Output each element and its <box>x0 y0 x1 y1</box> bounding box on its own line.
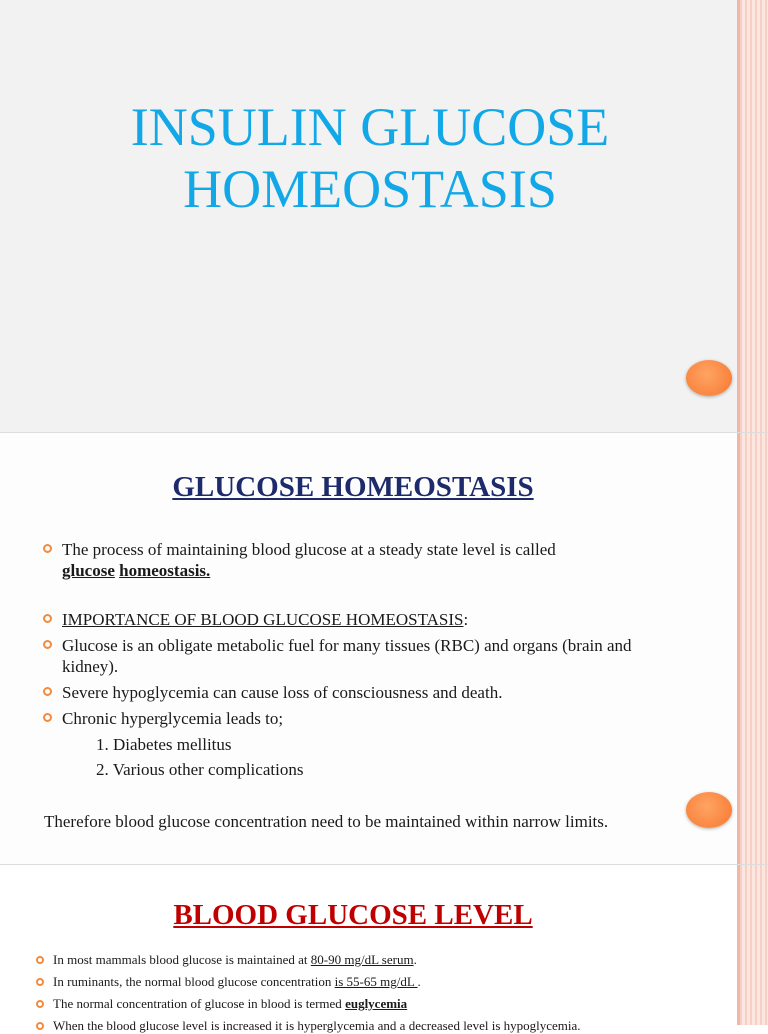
bullet-icon <box>36 956 44 964</box>
term-euglycemia: euglycemia <box>345 996 408 1011</box>
title-slide <box>0 0 768 432</box>
bullet-text: Severe hypoglycemia can cause loss of consciousness and death. <box>62 683 503 702</box>
bullet-icon <box>43 713 52 722</box>
bullet-text: Glucose is an obligate metabolic fuel for many tissues (RBC) and organs (brain and kidney). <box>62 636 632 676</box>
term-glucose: glucose <box>62 561 115 580</box>
slide-title-line1: INSULIN GLUCOSE <box>130 97 610 157</box>
decorative-stripe <box>740 865 768 1025</box>
list-item <box>46 682 686 703</box>
bullet-text: The normal concentration of glucose in blood is termed <box>53 996 346 1011</box>
bullet-icon <box>43 544 52 553</box>
blood-glucose-level-slide <box>0 864 768 1033</box>
orange-dot-icon <box>686 792 732 828</box>
bullet-icon <box>43 614 52 623</box>
list-item <box>36 1018 696 1034</box>
list-item <box>36 974 696 990</box>
importance-label: IMPORTANCE OF BLOOD GLUCOSE HOMEOSTASIS <box>62 610 464 629</box>
bullet-icon <box>36 1000 44 1008</box>
importance-colon: : <box>463 610 469 629</box>
numbered-item: 2. Various other complications <box>96 760 304 779</box>
bullet-icon <box>36 1022 44 1030</box>
bullet-text: In most mammals blood glucose is maintained at <box>53 952 311 967</box>
list-item <box>46 539 686 581</box>
glucose-homeostasis-slide <box>0 432 768 865</box>
bullet-text: In ruminants, the normal blood glucose concentration <box>53 974 335 989</box>
slide-heading: GLUCOSE HOMEOSTASIS <box>172 471 534 503</box>
decorative-stripe <box>740 433 768 865</box>
bullet-text: When the blood glucose level is increased it is hyperglycemia and a decreased level is hypoglycemia. <box>53 1018 581 1033</box>
value-text: 80-90 mg/dL serum <box>310 952 414 967</box>
value-text: is 55-65 mg/dL <box>334 974 418 989</box>
bullet-text: The process of maintaining blood glucose at a steady state level is called <box>62 540 556 559</box>
end-text: . <box>417 974 421 989</box>
bullet-text: Chronic hyperglycemia leads to; <box>62 709 284 728</box>
conclusion-text: Therefore blood glucose concentration need to be maintained within narrow limits. <box>44 812 609 831</box>
bullet-icon <box>36 978 44 986</box>
list-item <box>36 952 696 968</box>
list-item <box>46 635 686 677</box>
list-item <box>36 996 696 1012</box>
orange-dot-icon <box>686 360 732 396</box>
slide-title <box>0 96 740 220</box>
decorative-stripe <box>740 0 768 432</box>
end-text: . <box>413 952 417 967</box>
bullet-icon <box>43 640 52 649</box>
slide-title-line2: HOMEOSTASIS <box>183 159 557 219</box>
numbered-item: 1. Diabetes mellitus <box>96 735 232 754</box>
bullet-icon <box>43 687 52 696</box>
list-item <box>46 708 686 729</box>
slide-heading: BLOOD GLUCOSE LEVEL <box>173 899 533 931</box>
list-item <box>46 609 686 630</box>
term-homeostasis: homeostasis. <box>119 561 211 580</box>
